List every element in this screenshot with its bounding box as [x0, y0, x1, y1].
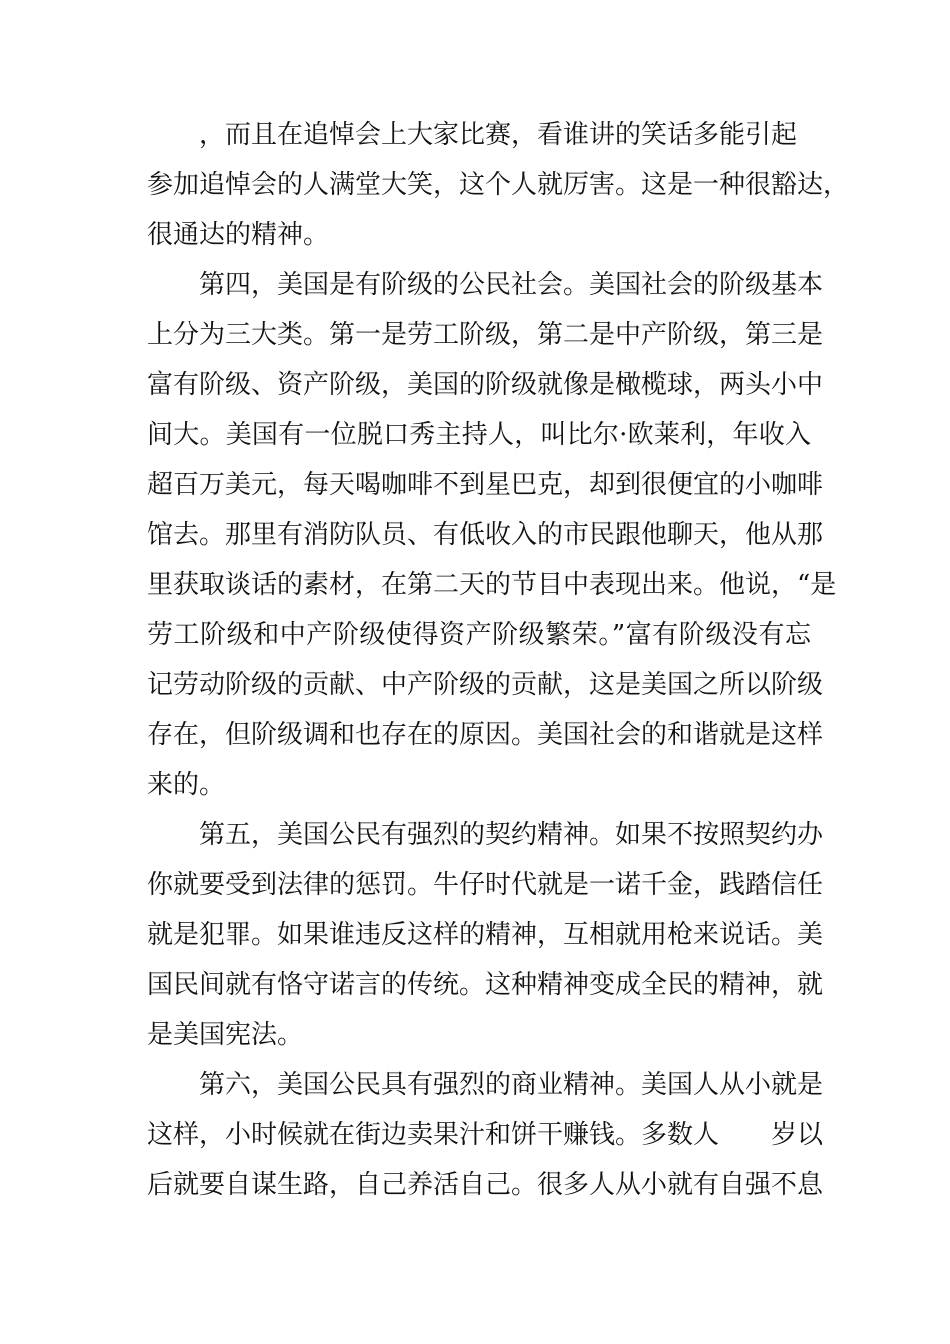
text-line: 间大。美国有一位脱口秀主持人，叫比尔·欧莱利，年收入: [147, 420, 811, 450]
text-line: 参加追悼会的人满堂大笑，这个人就厉害。这是一种很豁达，: [147, 170, 850, 200]
text-line: 是美国宪法。: [147, 1020, 304, 1050]
text-line: 国民间就有恪守诺言的传统。这种精神变成全民的精神，就: [147, 970, 824, 1000]
text-line: 上分为三大类。第一是劳工阶级，第二是中产阶级，第三是: [147, 320, 824, 350]
text-line: 里获取谈话的素材，在第二天的节目中表现出来。他说，“是: [147, 570, 837, 600]
text-line: 馆去。那里有消防队员、有低收入的市民跟他聊天，他从那: [147, 520, 824, 550]
text-line: 记劳动阶级的贡献、中产阶级的贡献，这是美国之所以阶级: [147, 670, 824, 700]
text-line: 后就要自谋生路，自己养活自己。很多人从小就有自强不息: [147, 1170, 824, 1200]
text-line: 富有阶级、资产阶级，美国的阶级就像是橄榄球，两头小中: [147, 370, 824, 400]
text-line: 就是犯罪。如果谁违反这样的精神，互相就用枪来说话。美: [147, 920, 824, 950]
text-line: 劳工阶级和中产阶级使得资产阶级繁荣。”富有阶级没有忘: [147, 620, 811, 650]
text-line: 很通达的精神。: [147, 220, 330, 250]
text-line: 你就要受到法律的惩罚。牛仔时代就是一诺千金，践踏信任: [147, 870, 824, 900]
text-line: 超百万美元，每天喝咖啡不到星巴克，却到很便宜的小咖啡: [147, 470, 824, 500]
text-line: 来的。: [147, 770, 226, 800]
text-line: 第五，美国公民有强烈的契约精神。如果不按照契约办: [199, 820, 824, 850]
text-line: 存在，但阶级调和也存在的原因。美国社会的和谐就是这样: [147, 720, 824, 750]
text-line: ，而且在追悼会上大家比赛，看谁讲的笑话多能引起: [199, 120, 798, 150]
text-line: 第六，美国公民具有强烈的商业精神。美国人从小就是: [199, 1070, 824, 1100]
text-line: 这样，小时候就在街边卖果汁和饼干赚钱。多数人 岁以: [147, 1120, 824, 1150]
text-line: 第四，美国是有阶级的公民社会。美国社会的阶级基本: [199, 270, 824, 300]
